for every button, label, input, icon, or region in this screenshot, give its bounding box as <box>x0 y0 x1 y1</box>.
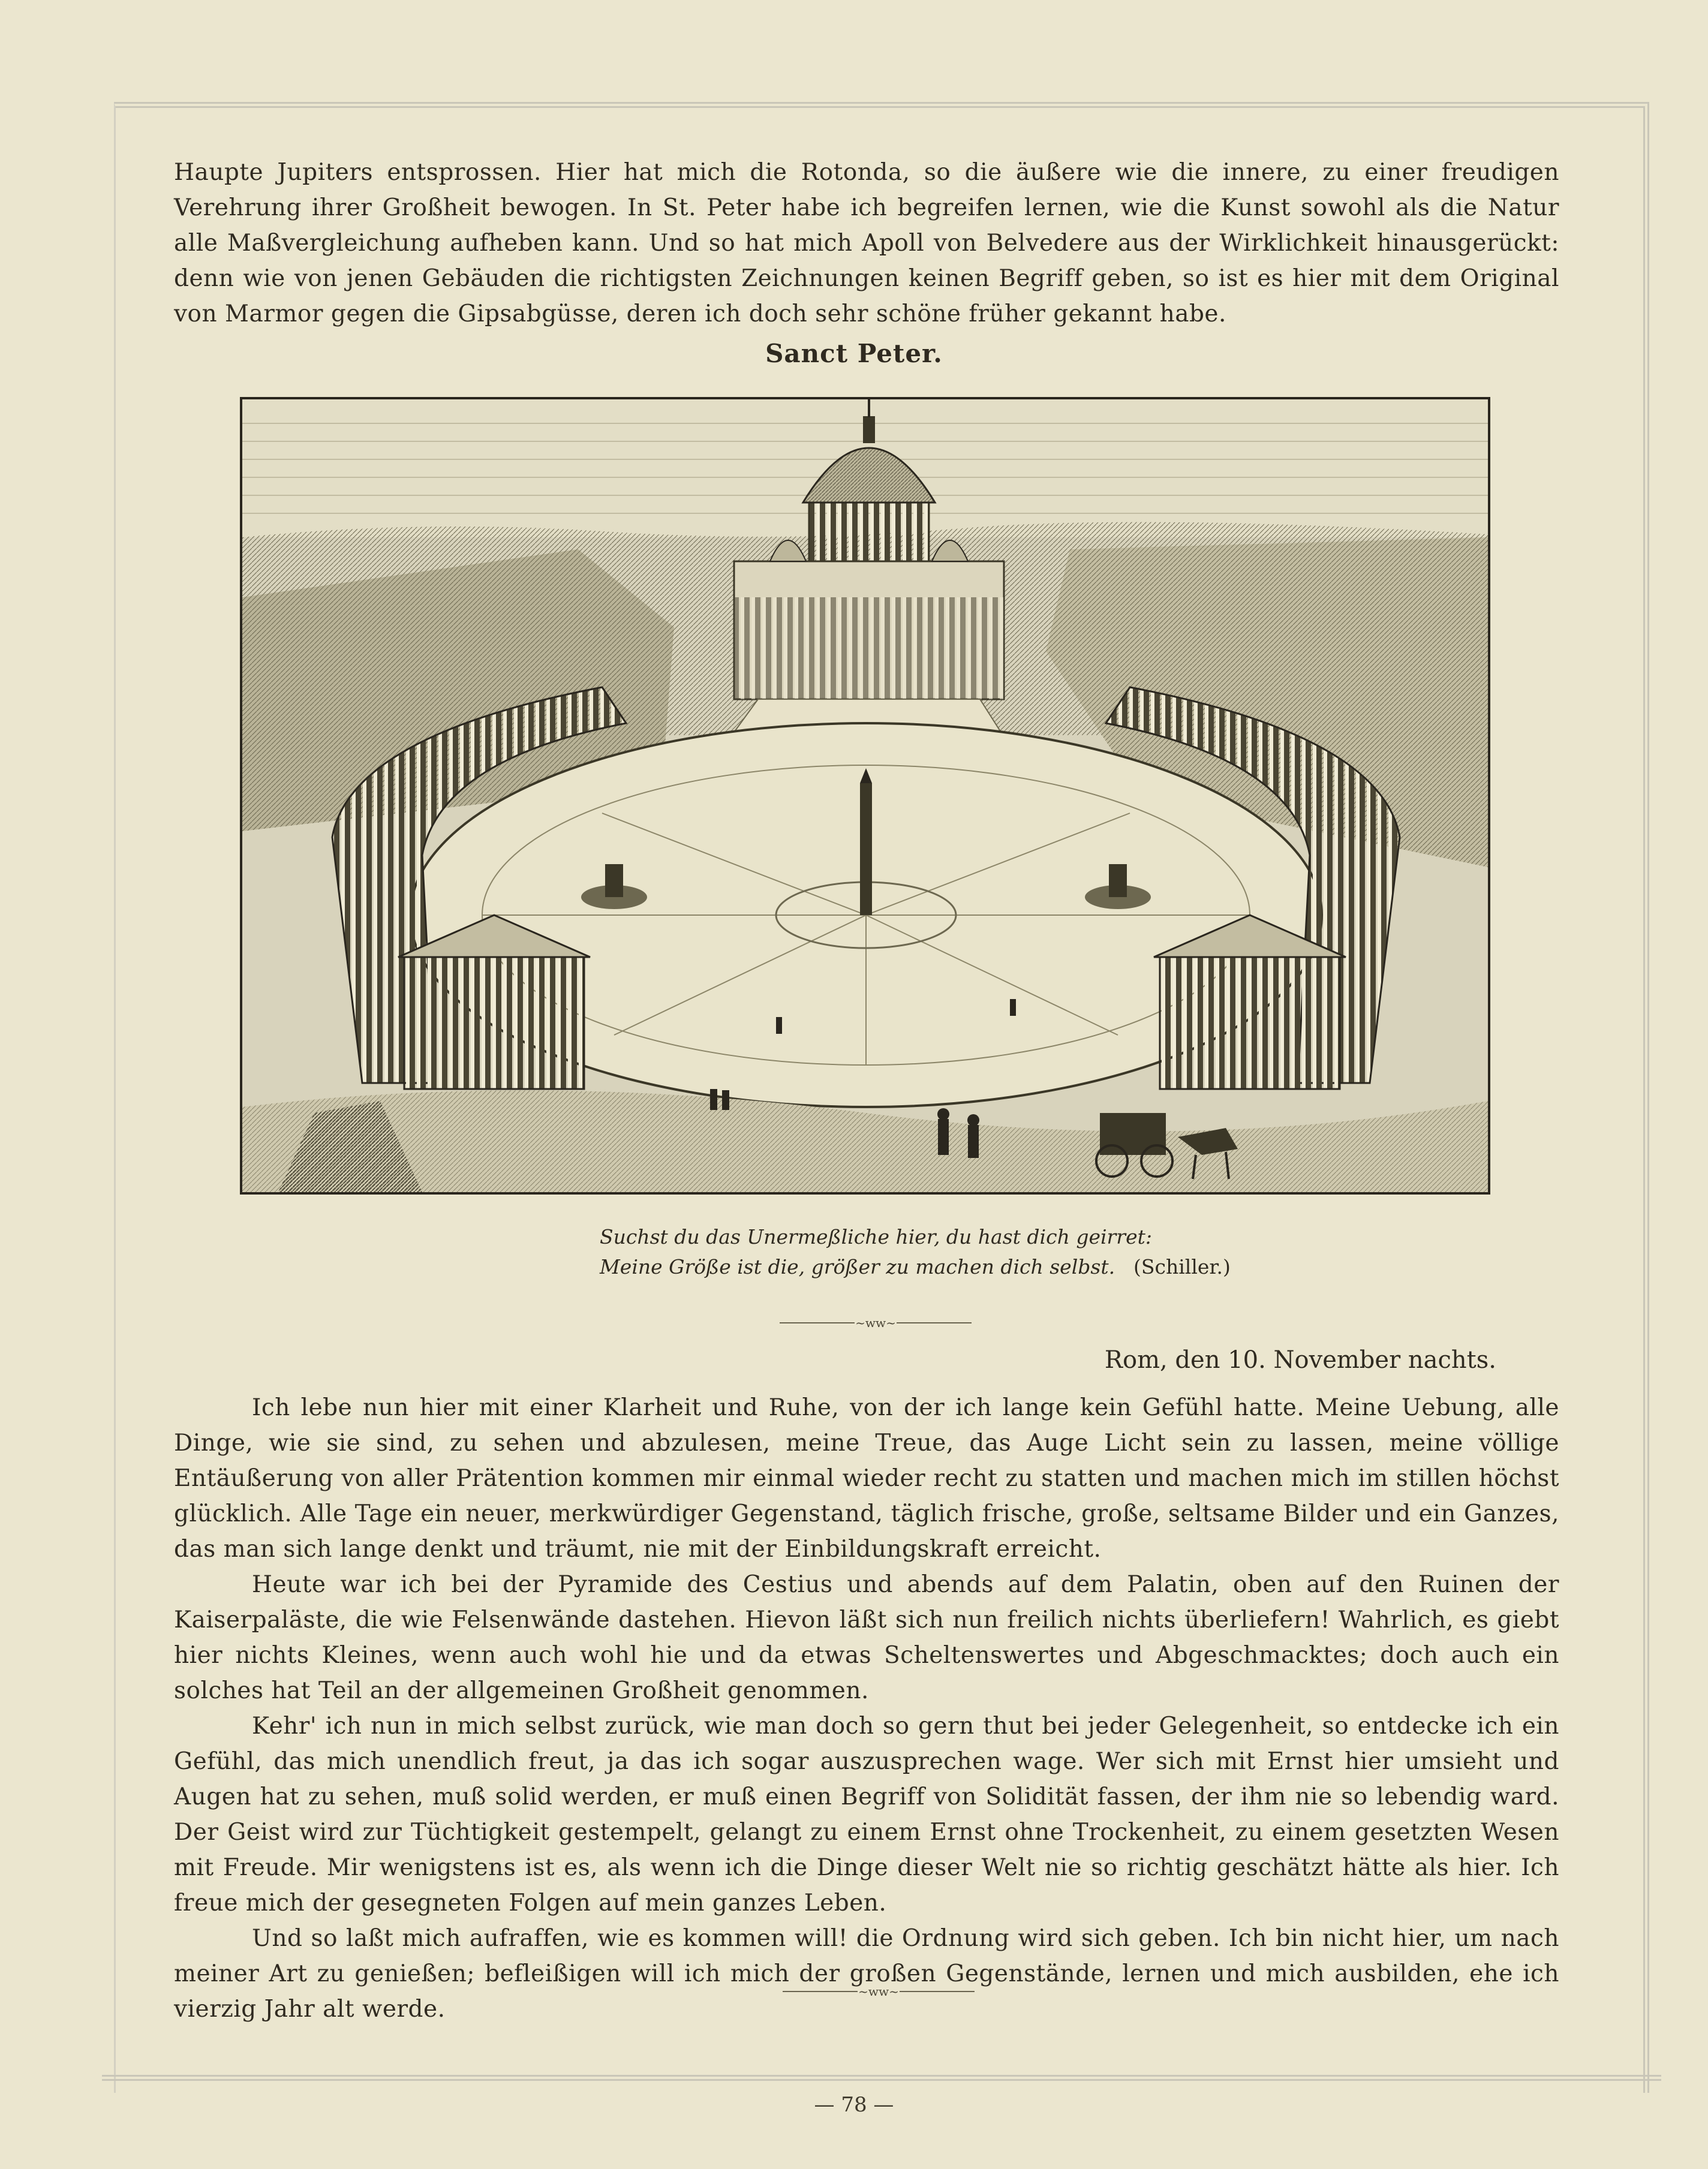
colonnade-right-end <box>1160 957 1340 1089</box>
lantern <box>863 416 875 443</box>
dome-drum <box>809 501 929 561</box>
letter-paragraph: Und so laßt mich aufraffen, wie es kommen will! die Ordnung wird sich geben. Ich bin nicht hier, um nach meiner Art zu genießen; befleißigen will ich mich der großen Gegenstände, lernen und mich ausbilden, ehe ich vierzig Jahr alt werde. <box>174 1925 1559 2023</box>
letter-paragraph: Heute war ich bei der Pyramide des Cestius und abends auf dem Palatin, oben auf den Ruinen der Kaiserpaläste, die wie Felsenwände dastehen. Hievon läßt sich nun freilich nichts überliefern! Wahrlich, es giebt hier nichts Kleines, wenn auch wohl hie und da etwas Scheltenswertes und Abgeschmacktes; doch auch ein solches hat Teil an der allgemeinen Großheit genommen. <box>174 1571 1559 1704</box>
intro-text <box>174 155 1559 332</box>
illustration-title: Sanct Peter. <box>765 339 943 368</box>
ornamental-divider: ~ww~ <box>783 1986 975 1997</box>
letter-dateline: Rom, den 10. November nachts. <box>1104 1346 1496 1374</box>
caption-line-1: Suchst du das Unermeßliche hier, du hast dich geirret: <box>600 1225 1152 1249</box>
caption-credit: (Schiller.) <box>1133 1255 1231 1278</box>
letter-text <box>174 1390 1559 2027</box>
colonnade-left-end <box>404 957 584 1089</box>
ornamental-divider: ~ww~ <box>780 1317 972 1329</box>
obelisk <box>860 783 872 915</box>
intro-paragraph: Haupte Jupiters entsprossen. Hier hat mich die Rotonda, so die äußere wie die innere, zu einer freudigen Verehrung ihrer Großheit bewogen. In St. Peter habe ich begreifen lernen, wie die Kunst sowohl als die Natur alle Maßvergleichung aufheben kann. Und so hat mich Apoll von Belvedere aus der Wirklichkeit hinausgerückt: denn wie von jenen Gebäuden die richtigsten Zeichnungen keinen Begriff geben, so ist es hier mit dem Original von Marmor gegen die Gipsabgüsse, deren ich doch sehr schöne früher gekannt habe. <box>174 159 1559 327</box>
page-border-bottom <box>102 2075 1661 2081</box>
st-peters-square-engraving <box>240 397 1490 1195</box>
engraving-svg <box>242 399 1488 1192</box>
letter-paragraph: Ich lebe nun hier mit einer Klarheit und Ruhe, von der ich lange kein Gefühl hatte. Meine Uebung, alle Dinge, wie sie sind, zu sehen und abzulesen, meine Treue, das Auge Licht sein zu lassen, meine völlige Entäußerung von aller Prätention kommen mir einmal wieder recht zu statten und machen mich im stillen höchst glücklich. Alle Tage ein neuer, merkwürdiger Gegenstand, täglich frische, große, seltsame Bilder und ein Ganzes, das man sich lange denkt und träumt, nie mit der Einbildungskraft erreicht. <box>174 1394 1559 1563</box>
page-number: — 78 — <box>814 2093 894 2117</box>
letter-paragraph: Kehr' ich nun in mich selbst zurück, wie man doch so gern thut bei jeder Gelegenheit, so entdecke ich ein Gefühl, das mich unendlich freut, ja das ich sogar auszusprechen wage. Wer sich mit Ernst hier umsieht und Augen hat zu sehen, muß solid werden, er muß einen Begriff von Solidität fassen, der ihm nie so lebendig ward. Der Geist wird zur Tüchtigkeit gestempelt, gelangt zu einem Ernst ohne Trockenheit, zu einem gesetzten Wesen mit Freude. Mir wenigstens ist es, als wenn ich die Dinge dieser Welt nie so richtig geschätzt hätte als hier. Ich freue mich der gesegneten Folgen auf mein ganzes Leben. <box>174 1713 1559 1917</box>
caption-line-2: Meine Größe ist die, größer zu machen dich selbst. <box>600 1255 1115 1278</box>
illustration-caption <box>600 1222 1259 1282</box>
